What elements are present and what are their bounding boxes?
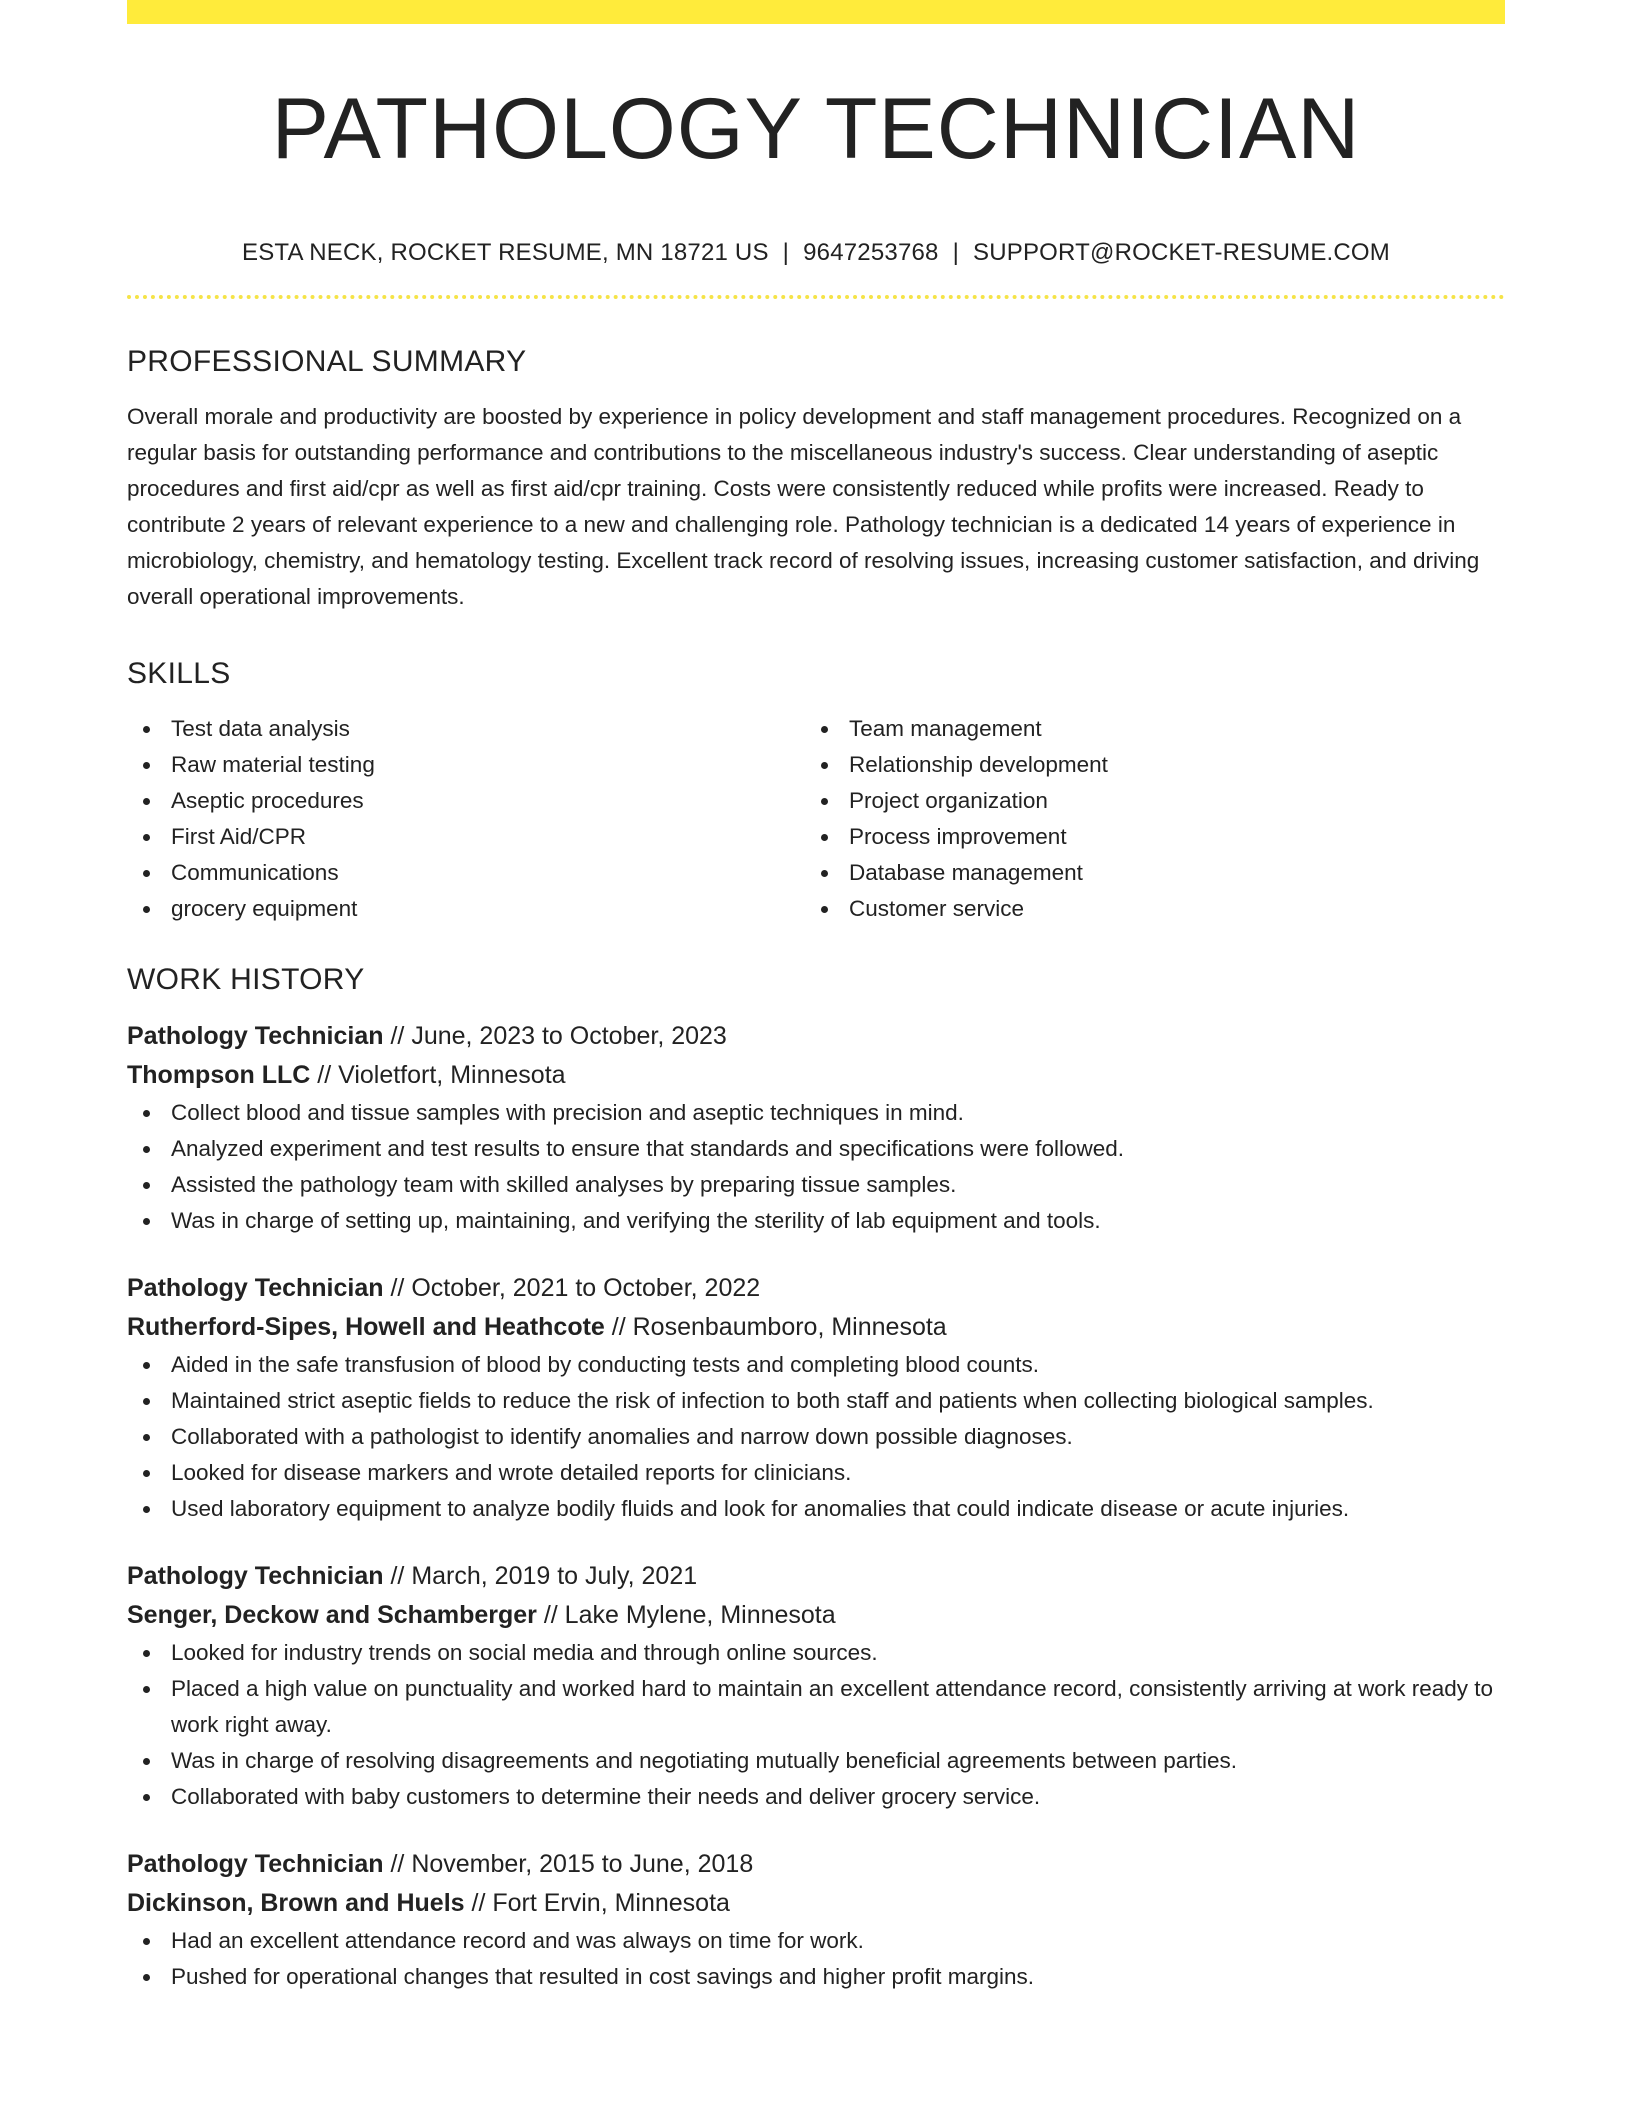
- job-dates: // June, 2023 to October, 2023: [383, 1022, 727, 1050]
- job-company: Thompson LLC: [127, 1061, 311, 1089]
- skill-item: Test data analysis: [127, 711, 805, 747]
- job-company: Senger, Deckow and Schamberger: [127, 1601, 537, 1629]
- job-entry: [127, 1845, 1505, 1995]
- job-title-line: [127, 1017, 1505, 1056]
- job-bullet: Looked for disease markers and wrote detailed reports for clinicians.: [127, 1455, 1505, 1491]
- job-bullet: Was in charge of setting up, maintaining, and verifying the sterility of lab equipment and tools.: [127, 1203, 1505, 1239]
- contact-address: ESTA NECK, ROCKET RESUME, MN 18721 US: [242, 239, 769, 266]
- skills-column-left: [127, 711, 805, 927]
- job-company-line: [127, 1884, 1505, 1923]
- job-entry: [127, 1269, 1505, 1527]
- job-company: Rutherford-Sipes, Howell and Heathcote: [127, 1313, 605, 1341]
- job-location: // Lake Mylene, Minnesota: [536, 1601, 836, 1629]
- contact-line: [127, 241, 1505, 265]
- skill-item: grocery equipment: [127, 891, 805, 927]
- skill-item: Relationship development: [805, 747, 1483, 783]
- job-dates: // October, 2021 to October, 2022: [383, 1274, 761, 1302]
- skill-item: Project organization: [805, 783, 1483, 819]
- skill-item: Process improvement: [805, 819, 1483, 855]
- job-bullet: Collaborated with baby customers to determine their needs and deliver grocery service.: [127, 1779, 1505, 1815]
- job-bullets: [127, 1635, 1505, 1815]
- job-title: Pathology Technician: [127, 1850, 384, 1878]
- job-bullet: Aided in the safe transfusion of blood by conducting tests and completing blood counts.: [127, 1347, 1505, 1383]
- job-bullet: Used laboratory equipment to analyze bodily fluids and look for anomalies that could indicate disease or acute injuries.: [127, 1491, 1505, 1527]
- skill-item: Communications: [127, 855, 805, 891]
- contact-phone: 9647253768: [803, 239, 939, 266]
- dotted-divider: [127, 295, 1505, 299]
- job-company-line: [127, 1596, 1505, 1635]
- contact-email: SUPPORT@ROCKET-RESUME.COM: [973, 239, 1390, 266]
- resume-page: [127, 0, 1505, 1995]
- skill-item: Team management: [805, 711, 1483, 747]
- job-bullet: Analyzed experiment and test results to ensure that standards and specifications were followed.: [127, 1131, 1505, 1167]
- top-accent-bar: [127, 0, 1505, 24]
- job-title-line: [127, 1557, 1505, 1596]
- job-company-line: [127, 1056, 1505, 1095]
- job-location: // Fort Ervin, Minnesota: [464, 1889, 730, 1917]
- job-dates: // November, 2015 to June, 2018: [383, 1850, 754, 1878]
- skill-item: Raw material testing: [127, 747, 805, 783]
- job-entry: [127, 1557, 1505, 1815]
- job-bullet: Collect blood and tissue samples with precision and aseptic techniques in mind.: [127, 1095, 1505, 1131]
- job-dates: // March, 2019 to July, 2021: [383, 1562, 698, 1590]
- skills-heading: SKILLS: [127, 657, 231, 690]
- job-title: Pathology Technician: [127, 1562, 384, 1590]
- job-location: // Violetfort, Minnesota: [310, 1061, 566, 1089]
- summary-heading: PROFESSIONAL SUMMARY: [127, 345, 527, 378]
- job-bullet: Had an excellent attendance record and was always on time for work.: [127, 1923, 1505, 1959]
- job-bullets: [127, 1923, 1505, 1995]
- resume-title: PATHOLOGY TECHNICIAN: [271, 81, 1361, 177]
- job-company-line: [127, 1308, 1505, 1347]
- job-title-line: [127, 1269, 1505, 1308]
- skills-column-right: [805, 711, 1483, 927]
- job-bullet: Assisted the pathology team with skilled analyses by preparing tissue samples.: [127, 1167, 1505, 1203]
- job-bullets: [127, 1095, 1505, 1239]
- job-entry: [127, 1017, 1505, 1239]
- job-title-line: [127, 1845, 1505, 1884]
- summary-text: Overall morale and productivity are boosted by experience in policy development and staff management procedures. Recognized on a regular basis for outstanding performance and contributions to the miscellaneous industry's success. Clear understanding of aseptic procedures and first aid/cpr as well as first aid/cpr training. Costs were consistently reduced while profits were increased. Ready to contribute 2 years of relevant experience to a new and challenging role. Pathology technician is a dedicated 14 years of experience in microbiology, chemistry, and hematology testing. Excellent track record of resolving issues, increasing customer satisfaction, and driving overall operational improvements.: [127, 404, 1480, 609]
- contact-separator: |: [782, 239, 790, 266]
- job-bullet: Placed a high value on punctuality and worked hard to maintain an excellent attendance record, consistently arriving at work ready to work right away.: [127, 1671, 1505, 1743]
- job-location: // Rosenbaumboro, Minnesota: [604, 1313, 947, 1341]
- skills-list: [127, 711, 1505, 927]
- job-bullet: Maintained strict aseptic fields to reduce the risk of infection to both staff and patients when collecting biological samples.: [127, 1383, 1505, 1419]
- skill-item: Customer service: [805, 891, 1483, 927]
- job-title: Pathology Technician: [127, 1274, 384, 1302]
- job-bullet: Looked for industry trends on social media and through online sources.: [127, 1635, 1505, 1671]
- contact-separator: |: [952, 239, 960, 266]
- job-title: Pathology Technician: [127, 1022, 384, 1050]
- skill-item: Database management: [805, 855, 1483, 891]
- skill-item: First Aid/CPR: [127, 819, 805, 855]
- job-bullet: Collaborated with a pathologist to identify anomalies and narrow down possible diagnoses.: [127, 1419, 1505, 1455]
- job-bullet: Was in charge of resolving disagreements and negotiating mutually beneficial agreements between parties.: [127, 1743, 1505, 1779]
- job-bullets: [127, 1347, 1505, 1527]
- job-company: Dickinson, Brown and Huels: [127, 1889, 465, 1917]
- job-bullet: Pushed for operational changes that resulted in cost savings and higher profit margins.: [127, 1959, 1505, 1995]
- skill-item: Aseptic procedures: [127, 783, 805, 819]
- work-history-heading: WORK HISTORY: [127, 963, 365, 996]
